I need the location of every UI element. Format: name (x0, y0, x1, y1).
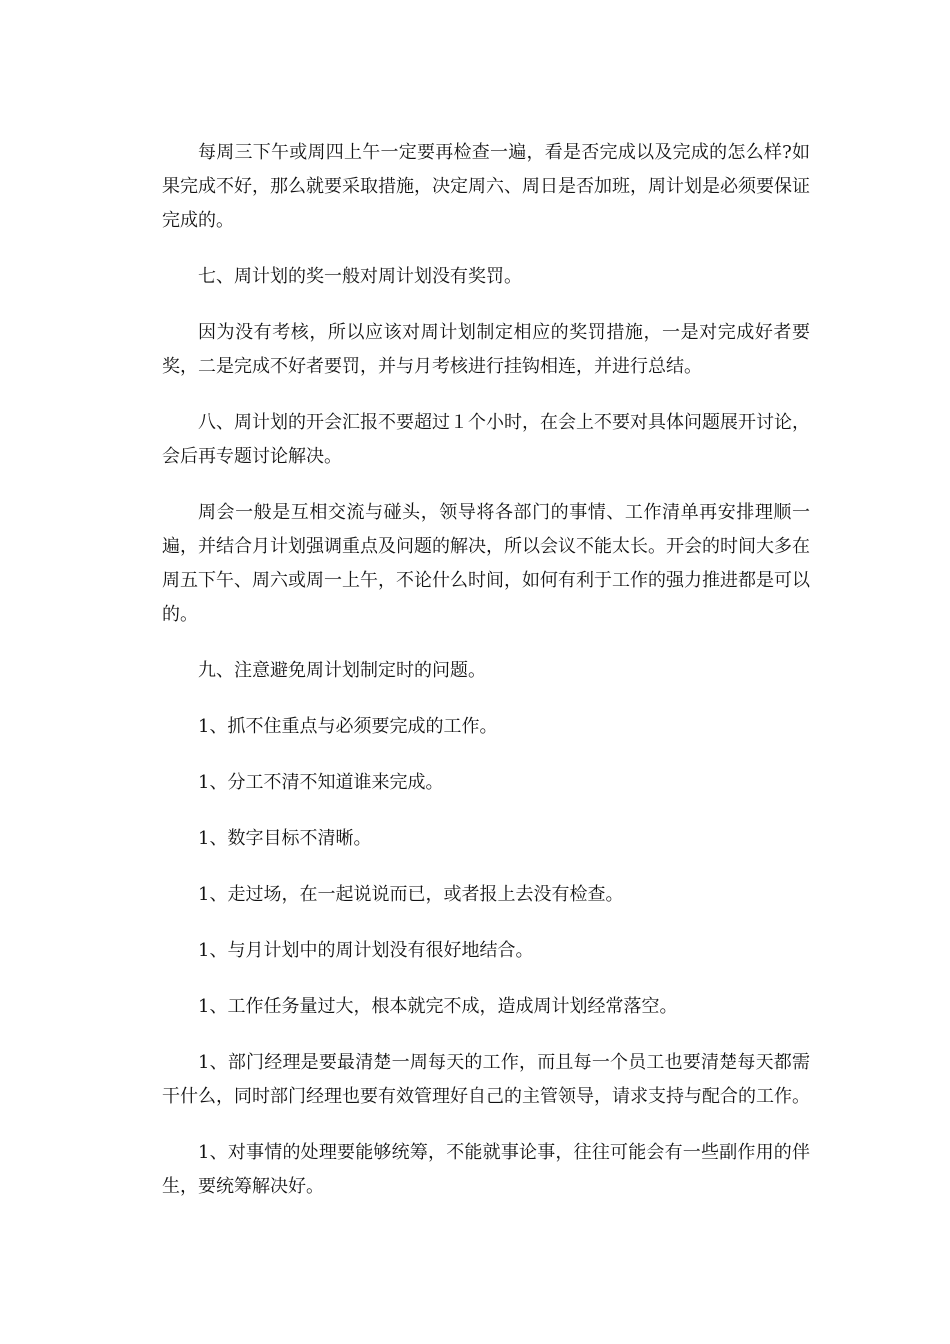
list-item: 1、数字目标不清晰。 (198, 828, 372, 849)
list-item: 1、走过场，在一起说说而已，或者报上去没有检查。 (198, 884, 624, 905)
list-item: 1、对事情的处理要能够统筹，不能就事论事，往往可能会有一些副作用的伴生，要统筹解决好。 (162, 1142, 810, 1197)
heading-section-8: 八、周计划的开会汇报不要超过１个小时，在会上不要对具体问题展开讨论，会后再专题讨论解决。 (162, 412, 810, 467)
paragraph-check-progress: 每周三下午或周四上午一定要再检查一遍，看是否完成以及完成的怎么样?如果完成不好，那么就要采取措施，决定周六、周日是否加班，周计划是必须要保证完成的。 (162, 142, 810, 231)
paragraph-rewards: 因为没有考核，所以应该对周计划制定相应的奖罚措施，一是对完成好者要奖，二是完成不好者要罚，并与月考核进行挂钩相连，并进行总结。 (162, 322, 810, 377)
list-item: 1、部门经理是要最清楚一周每天的工作，而且每一个员工也要清楚每天都需干什么，同时部门经理也要有效管理好自己的主管领导，请求支持与配合的工作。 (162, 1052, 810, 1107)
heading-section-9: 九、注意避免周计划制定时的问题。 (198, 660, 486, 681)
heading-section-7: 七、周计划的奖一般对周计划没有奖罚。 (198, 266, 522, 287)
list-item: 1、工作任务量过大，根本就完不成，造成周计划经常落空。 (198, 996, 678, 1017)
list-item: 1、分工不清不知道谁来完成。 (198, 772, 444, 793)
list-item: 1、与月计划中的周计划没有很好地结合。 (198, 940, 534, 961)
list-item: 1、抓不住重点与必须要完成的工作。 (198, 716, 498, 737)
document-body (162, 136, 810, 1226)
paragraph-weekly-meeting: 周会一般是互相交流与碰头，领导将各部门的事情、工作清单再安排理顺一遍，并结合月计划强调重点及问题的解决，所以会议不能太长。开会的时间大多在周五下午、周六或周一上午，不论什么时间，如何有利于工作的强力推进都是可以的。 (162, 502, 810, 625)
